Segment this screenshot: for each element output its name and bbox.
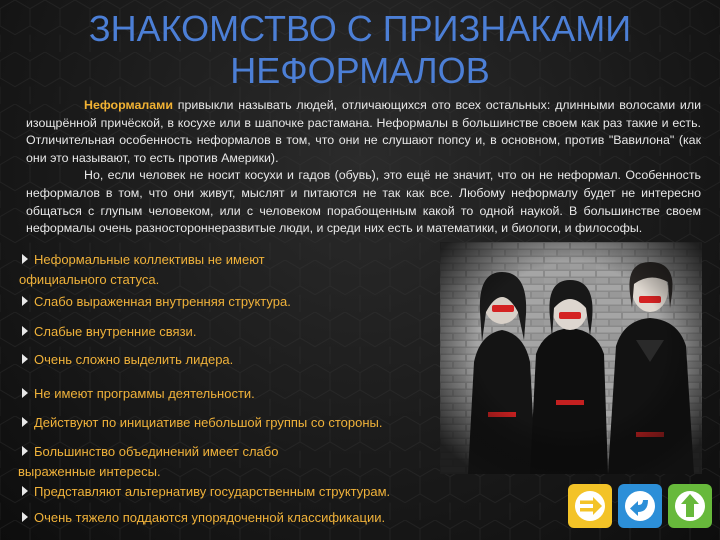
bullet-arrow-icon xyxy=(22,326,28,336)
forward-button[interactable] xyxy=(568,484,612,528)
list-item: Большинство объединений имеет слабо выраженные интересы. xyxy=(18,444,279,479)
list-item: Очень сложно выделить лидера. xyxy=(22,350,233,370)
bullet-arrow-icon xyxy=(22,446,28,456)
paragraph-part-2: Но, если человек не носит косухи и гадов (обувь), это ещё не значит, что он не неформал. Особенность неформалов в том, что они живут, мыслят и питаются не так как все. Любому неформалу будет не интересно общаться с глупым человеком, или с человеком порабощенным какой то одной наукой. В большинстве своем неформалы очень разностороннеразвитые люди, и среди них есть и математики, и биологи, и философы. xyxy=(26,168,701,236)
bullet-arrow-icon xyxy=(22,512,28,522)
photo-three-teens xyxy=(440,242,702,474)
bullet-arrow-icon xyxy=(22,388,28,398)
page-title xyxy=(40,8,680,92)
bullet-arrow-icon xyxy=(22,254,28,264)
bullet-arrow-icon xyxy=(22,417,28,427)
arrow-back-icon xyxy=(618,484,662,528)
bullet-arrow-icon xyxy=(22,354,28,364)
title-line-2: НЕФОРМАЛОВ xyxy=(230,50,490,91)
highlight-term: Неформалами xyxy=(84,98,173,112)
list-item: Представляют альтернативу государственным структурам. xyxy=(22,482,390,502)
bullet-arrow-icon xyxy=(22,486,28,496)
bullet-arrow-icon xyxy=(22,296,28,306)
list-item: Слабые внутренние связи. xyxy=(22,322,196,342)
intro-paragraph xyxy=(26,97,701,238)
title-line-1: ЗНАКОМСТВО С ПРИЗНАКАМИ xyxy=(88,8,632,49)
back-button[interactable] xyxy=(618,484,662,528)
arrow-up-icon xyxy=(668,484,712,528)
list-item: Слабо выраженная внутренняя структура. xyxy=(22,292,291,312)
list-item: Не имеют программы деятельности. xyxy=(22,384,255,404)
list-item: Очень тяжело поддаются упорядоченной классификации. xyxy=(22,508,385,528)
list-item: Действуют по инициативе небольшой группы со стороны. xyxy=(22,413,382,433)
up-button[interactable] xyxy=(668,484,712,528)
paragraph-part-1: привыкли называть людей, отличающихся ото всех остальных: длинными волосами или изощрённой причёской, в косухе или в шапочке растамана. Неформалы в большинстве своем как раз такие и есть. Отличительная особенность неформалов в том, что они не слушают попсу и, в основном, против "Вавилона" (как они это называют, то есть против Америки). xyxy=(26,98,701,165)
list-item: Неформальные коллективы не имеют официального статуса. xyxy=(19,252,265,287)
arrow-right-icon xyxy=(568,484,612,528)
